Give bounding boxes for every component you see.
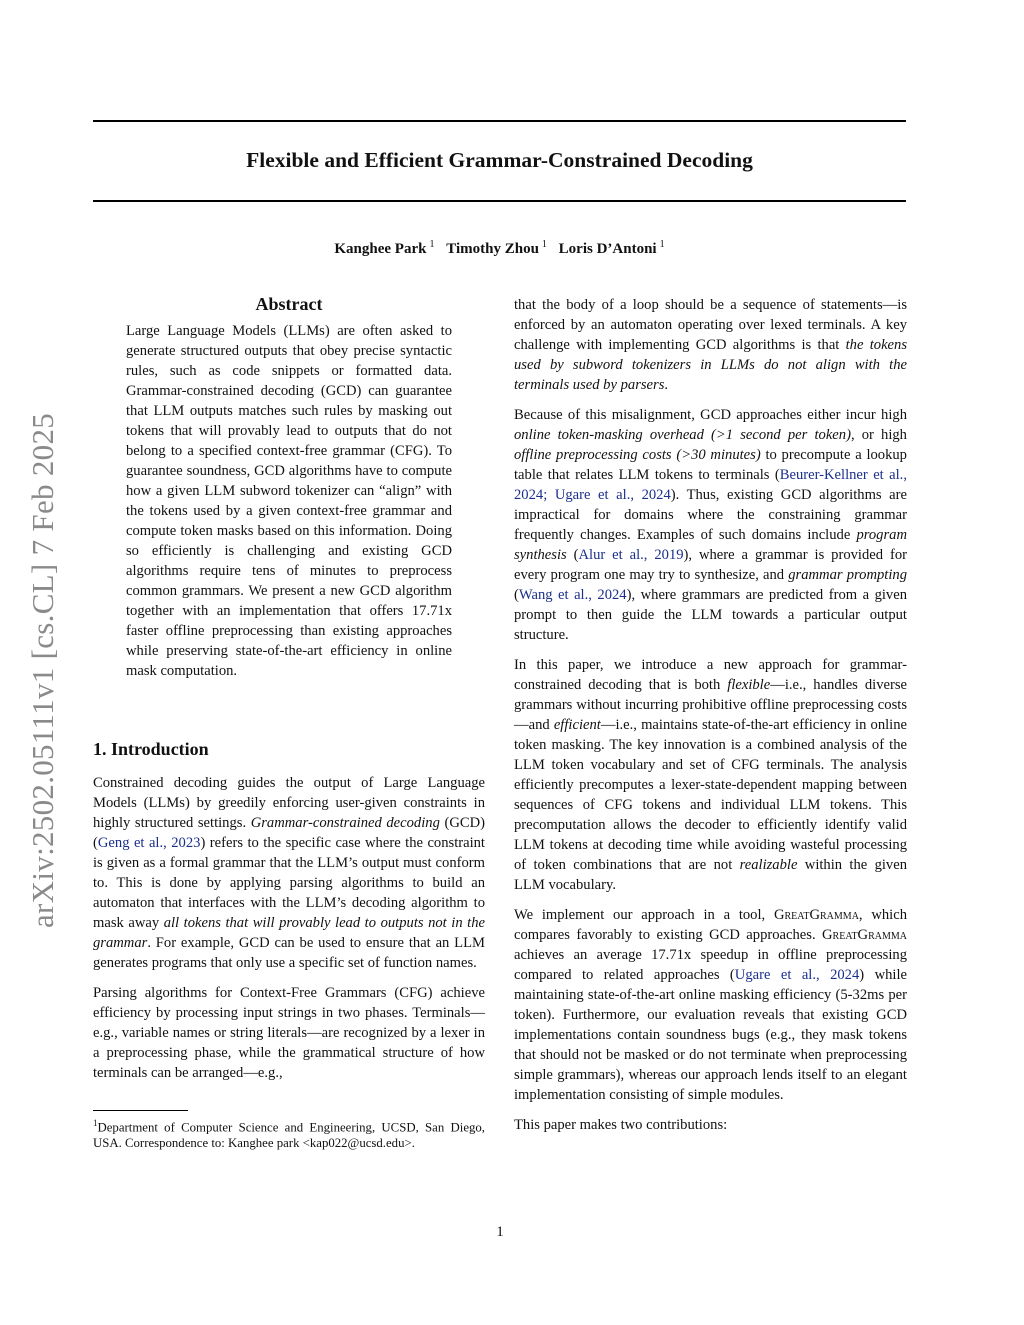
footnote-mark: 1 <box>93 1118 98 1128</box>
author-affiliation-mark: 1 <box>659 239 665 250</box>
abstract-heading: Abstract <box>255 294 323 314</box>
text-run: ). Thus, existing GCD algorithms are impractical for domains where the constraining grammar frequently changes. Examples of such domains include <box>514 487 907 543</box>
paragraph: This paper makes two contributions: <box>514 1117 728 1133</box>
citation-link[interactable]: Geng et al., 2023 <box>97 835 201 851</box>
arxiv-identifier: arXiv:2502.05111v1 [cs.CL] 7 Feb 2025 <box>25 412 60 928</box>
text-run: ) refers to the specific case where the constraint is given as a formal grammar that the LLM’s output must conform to. This is done by applying parsing algorithms to build an automaton that interfaces with the LLM’s decoding algorithm to mask away <box>93 835 485 931</box>
footnote <box>93 1115 485 1151</box>
author <box>334 241 434 257</box>
citation-link[interactable]: Ugare et al., 2024 <box>734 967 860 983</box>
text-run: ) while maintaining state-of-the-art online masking efficiency (5-32ms per token). Furthermore, our evaluation reveals that existing GCD implementations contain soundness bugs (e.g., they mask tokens that should not be masked or do not terminate when preprocessing simple grammars), whereas our approach lends itself to an elegant implementation consisting of simple modules. <box>514 967 907 1103</box>
citation-link[interactable]: Beurer-Kellner et al., 2024; Ugare et al., 2024 <box>514 467 907 503</box>
author <box>559 241 665 257</box>
text-run: within the given LLM vocabulary. <box>514 857 908 893</box>
emphasis: program synthesis <box>514 527 907 563</box>
abstract-text: Large Language Models (LLMs) are often asked to generate structured outputs that obey precise syntactic rules, such as code snippets or formatted data. Grammar-constrained decoding (GCD) can guarantee that LLM outputs matches such rules by masking out tokens that will provably lead to outputs that do not belong to a specified context-free grammar (CFG). To guarantee soundness, GCD algorithms have to compute how a given LLM subword tokenizer can “align” with the tokens used by a given context-free grammar and compute token masks based on this information. Doing so efficiently is challenging and existing GCD algorithms require tens of minutes to preprocess common grammars. We present a new GCD algorithm together with an implementation that offers 17.71x faster offline preprocessing than existing approaches while preserving state-of-the-art efficiency in online mask computation. <box>126 323 452 679</box>
paragraph: Parsing algorithms for Context-Free Grammars (CFG) achieve efficiency by processing input strings in two phases. Terminals—e.g., variable names or string literals—are recognized by a lexer in a preprocessing phase, while the grammatical structure of how terminals can be arranged—e.g., <box>93 985 485 1081</box>
text-run: Constrained decoding guides the output of Large Language Models (LLMs) by greedily enforcing user-given constraints in highly structured settings. <box>93 775 485 831</box>
text-run: ( <box>514 587 519 603</box>
author-name: Timothy Zhou <box>446 241 539 257</box>
title-rule-top <box>93 120 906 122</box>
emphasis: the tokens used by subword tokenizers in LLMs do not align with the terminals used by parsers <box>514 337 908 393</box>
text-run: , which compares favorably to existing GCD approaches. <box>514 907 907 943</box>
author <box>446 241 547 257</box>
text-run: We implement our approach in a tool, <box>514 907 774 923</box>
text-run: achieves an average 17.71x speedup in offline preprocessing compared to related approaches ( <box>514 947 907 983</box>
paragraph <box>514 905 907 1105</box>
emphasis: realizable <box>739 857 798 873</box>
author-affiliation-mark: 1 <box>429 239 435 250</box>
paragraph <box>514 295 907 395</box>
footnote-text: Department of Computer Science and Engineering, UCSD, San Diego, USA. Correspondence to: Kanghee park <kap022@ucsd.edu>. <box>93 1120 485 1151</box>
author-affiliation-mark: 1 <box>541 239 547 250</box>
text-run: ( <box>566 547 579 563</box>
emphasis: online token-masking overhead (>1 second per token) <box>514 427 851 443</box>
tool-name: GreatGramma <box>822 927 907 943</box>
emphasis: Grammar-constrained decoding <box>250 815 440 831</box>
right-column-body <box>514 295 907 1145</box>
text-run: Because of this misalignment, GCD approaches either incur high <box>514 407 907 423</box>
tool-name: GreatGramma <box>773 907 859 923</box>
text-run: In this paper, we introduce a new approach for grammar-constrained decoding that is both <box>514 657 907 693</box>
text-run: . <box>664 377 669 393</box>
text-run: —i.e., maintains state-of-the-art efficiency in online token masking. The key innovation is a combined analysis of the LLM token vocabulary and set of CFG terminals. The analysis efficiently precomputes a lexer-state-dependent mapping between sequences of CFG tokens and individual LLM tokens. This precomputation allows the decoder to efficiently identify valid LLM tokens at decoding time while avoiding wasteful processing of token combinations that are not <box>514 717 907 873</box>
emphasis: flexible <box>727 677 771 693</box>
paragraph <box>514 405 907 645</box>
author-list <box>93 234 906 260</box>
citation-link[interactable]: Wang et al., 2024 <box>518 587 627 603</box>
emphasis: all tokens that will provably lead to outputs not in the grammar <box>93 915 485 951</box>
author-name: Loris D’Antoni <box>558 241 657 257</box>
text-run: ), where a grammar is provided for every program one may try to synthesize, and <box>514 547 907 583</box>
paragraph <box>93 773 485 973</box>
citation-link[interactable]: Alur et al., 2019 <box>578 547 684 563</box>
text-run: . For example, GCD can be used to ensure that an LLM generates programs that only use a specific set of function names. <box>93 935 485 971</box>
author-name: Kanghee Park <box>334 241 427 257</box>
text-run: to precompute a lookup table that relates LLM tokens to terminals ( <box>514 447 907 483</box>
page-number: 1 <box>496 1224 504 1240</box>
left-column-body <box>93 773 485 1093</box>
paragraph <box>514 655 907 895</box>
text-run: —i.e., handles diverse grammars without incurring prohibitive offline preprocessing costs—and <box>514 677 907 733</box>
text-run: , or high <box>850 427 907 443</box>
text-run: ), where grammars are predicted from a given prompt to then guide the LLM towards a particular output structure. <box>514 587 907 643</box>
paper-title: Flexible and Efficient Grammar-Constrained Decoding <box>246 148 753 172</box>
emphasis: efficient <box>553 717 601 733</box>
section-heading-introduction: 1. Introduction <box>93 739 209 759</box>
text-run: (GCD) ( <box>93 815 486 851</box>
title-rule-bottom <box>93 200 906 202</box>
emphasis: offline preprocessing costs (>30 minutes) <box>514 447 761 463</box>
footnote-rule <box>93 1110 188 1111</box>
emphasis: grammar prompting <box>788 567 907 583</box>
text-run: that the body of a loop should be a sequence of statements—is enforced by an automaton operating over lexed terminals. A key challenge with implementing GCD algorithms is that <box>514 297 907 353</box>
